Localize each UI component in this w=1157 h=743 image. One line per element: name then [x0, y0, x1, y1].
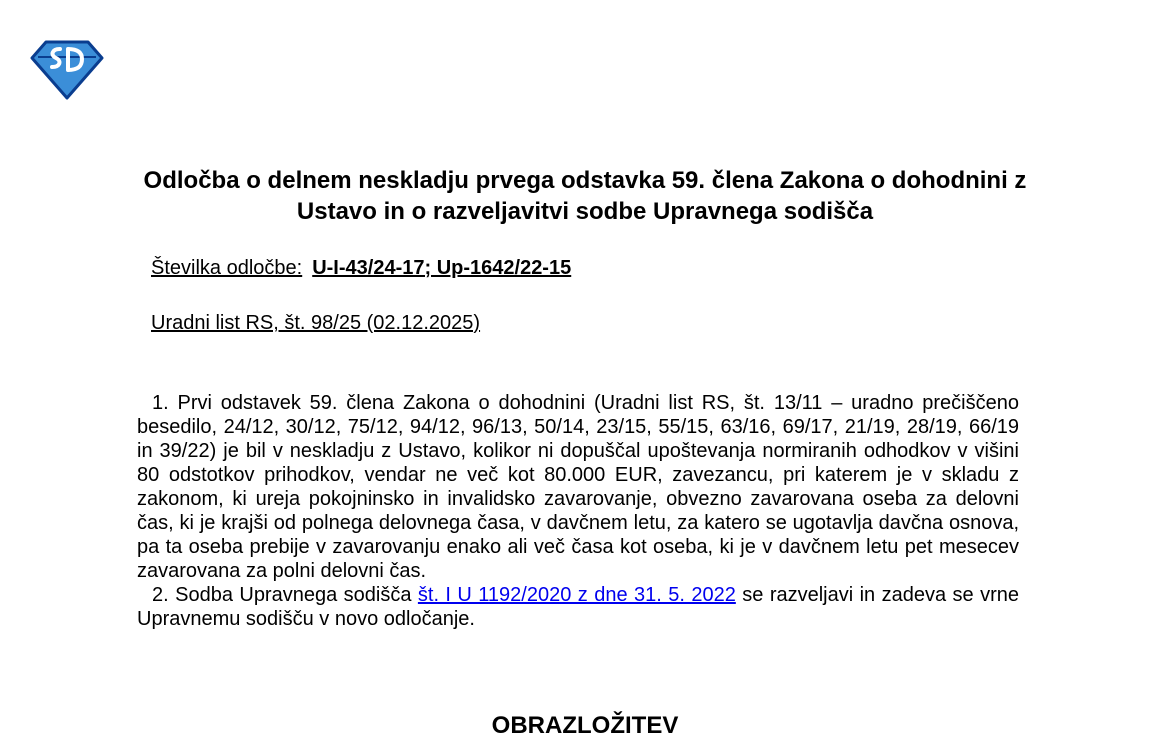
court-logo [30, 40, 104, 100]
decision-number [151, 256, 571, 280]
decision-paragraph-2 [137, 583, 1019, 631]
decision-paragraph-1: 1. Prvi odstavek 59. člena Zakona o dohodnini (Uradni list RS, št. 13/11 – uradno prečiščeno besedilo, 24/12, 30/12, 75/12, 94/12, 96/13, 50/14, 23/15, 55/15, 63/16, 69/17, 21/19, 28/19, 66/19 in 39/22) je bil v neskladju z Ustavo, kolikor ni dopuščal upoštevanja normiranih odhodkov v višini 80 odstotkov prihodkov, vendar ne več kot 80.000 EUR, zavezancu, pri katerem je v skladu z zakonom, ki ureja pokojninsko in invalidsko zavarovanje, obvezno zavarovana oseba za delovni čas, ki je krajši od polnega delovnega časa, v davčnem letu, za katero se ugotavlja davčna osnova, pa ta oseba prebije v zavarovanju enako ali več časa kot oseba, ki je v davčnem letu pet mesecev zavarovana za polni delovni čas. [137, 392, 1019, 582]
reasoning-heading: OBRAZLOŽITEV [491, 712, 679, 739]
paragraph-2-text-start: 2. Sodba Upravnega sodišča [152, 584, 418, 606]
court-logo-icon [30, 40, 104, 100]
decision-number-value: U-I-43/24-17; Up-1642/22-15 [312, 257, 572, 279]
decision-number-label: Številka odločbe: [151, 257, 303, 279]
official-gazette-reference: Uradni list RS, št. 98/25 (02.12.2025) [151, 312, 481, 334]
administrative-court-judgment-link[interactable]: št. I U 1192/2020 z dne 31. 5. 2022 [417, 584, 736, 606]
paragraph-2-text-end: se razveljavi in zadeva se vrne Upravnemu sodišču v novo odločanje. [137, 584, 1019, 630]
decision-body [137, 391, 1019, 631]
document-title: Odločba o delnem neskladju prvega odstavka 59. člena Zakona o dohodnini z Ustavo in o razveljavitvi sodbe Upravnega sodišča [143, 167, 1027, 225]
